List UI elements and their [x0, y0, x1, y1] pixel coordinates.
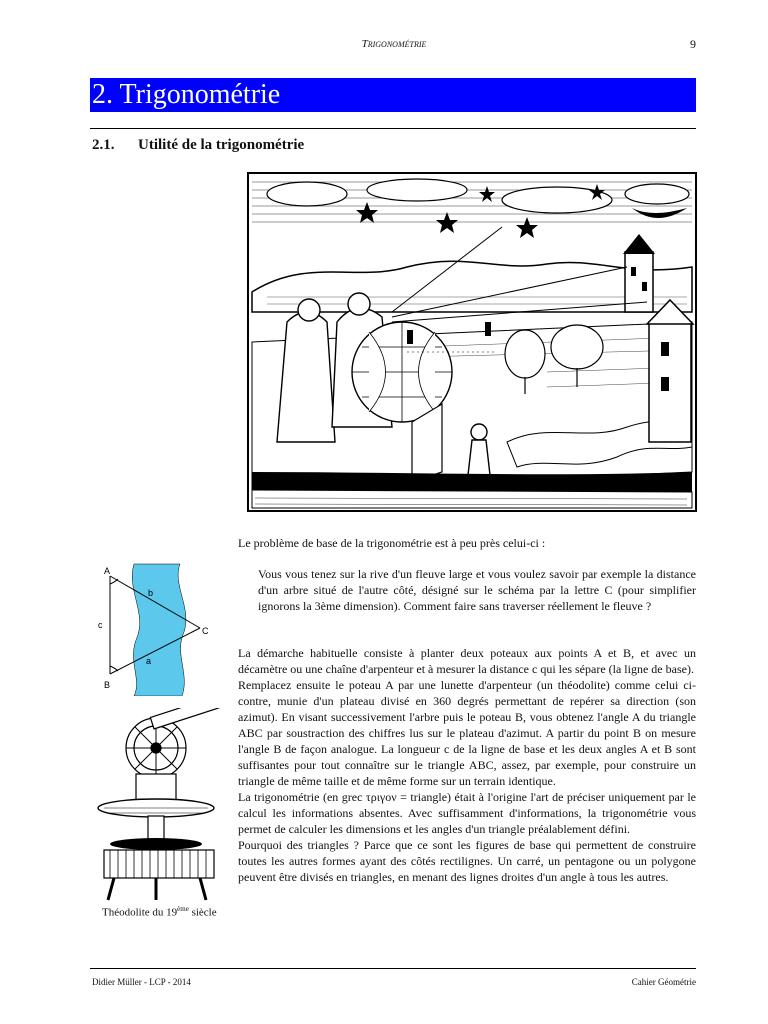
footer-rule: [90, 968, 696, 969]
footer-book-title: Cahier Géométrie: [631, 977, 696, 987]
river-triangle-diagram: [96, 562, 216, 696]
vertex-b-label: B: [104, 680, 111, 690]
vertex-c-label: C: [202, 626, 209, 636]
section-number: 2.1.: [92, 137, 115, 153]
section-title: Utilité de la trigonométrie: [138, 137, 305, 153]
section-heading: [92, 137, 304, 154]
side-a-label: a: [146, 656, 152, 666]
page-number: 9: [690, 37, 696, 51]
side-b-label: b: [148, 588, 154, 598]
main-text: [238, 645, 696, 885]
problem-statement: Vous vous tenez sur la rive d'un fleuve large et vous voulez savoir par exemple la distance d'un arbre situé de l'autre côté, désigné sur le schéma par la lettre C (pour simplifier ignorons la 3ème dimension). Comment faire sans traverser réellement le fleuve ?: [258, 567, 696, 613]
paragraph: La démarche habituelle consiste à planter deux poteaux aux points A et B, et avec un décamètre ou une chaîne d'arpenteur et à mesurer la distance c qui les sépare (la ligne de base).: [238, 646, 696, 676]
side-c-label: c: [98, 620, 103, 630]
paragraph: Pourquoi des triangles ? Parce que ce sont les figures de base qui permettent de construire toutes les autres formes ayant des côtés rectilignes. Un carré, un pentagone ou un polygone peuvent être divisés en triangles, en menant des lignes droites d'un angle à tous les autres.: [238, 838, 696, 884]
footer-author: Didier Müller - LCP - 2014: [92, 977, 191, 987]
chapter-rule: [90, 128, 696, 129]
paragraph: La trigonométrie (en grec τριγον = triangle) était à l'origine l'art de préciser uniquement par le calcul les informations absentes. Avec suffisamment d'informations, la trigonométrie vous permet de calculer les dimensions et les angles d'un triangle préalablement défini.: [238, 790, 696, 836]
chapter-title: 2. Trigonométrie: [90, 78, 696, 112]
theodolite-illustration: [96, 708, 222, 902]
paragraph: Remplacez ensuite le poteau A par une lunette d'arpenteur (un théodolite) comme celui ci-contre, munie d'un plateau divisé en 360 degrés permettant de repérer sa direction (son azimut). En visant successivement l'arbre puis le poteau B, vous obtenez l'angle A du triangle ABC par soustraction des chiffres lus sur le plateau d'azimut. A partir du point B on mesure l'angle B de façon analogue. La longueur c de la ligne de base et les deux angles A et B sont suffisantes pour tout connaître sur le triangle ABC, assez, par exemple, pour construire un triangle de même taille et de même forme sur un terrain identique.: [238, 678, 696, 788]
theodolite-caption: Théodolite du 19ème siècle: [102, 905, 217, 919]
running-title: Trigonométrie: [361, 38, 427, 50]
vertex-a-label: A: [104, 566, 111, 576]
intro-text: Le problème de base de la trigonométrie est à peu près celui-ci :: [238, 536, 546, 550]
running-header: [92, 38, 696, 54]
woodcut-illustration: [247, 172, 697, 512]
